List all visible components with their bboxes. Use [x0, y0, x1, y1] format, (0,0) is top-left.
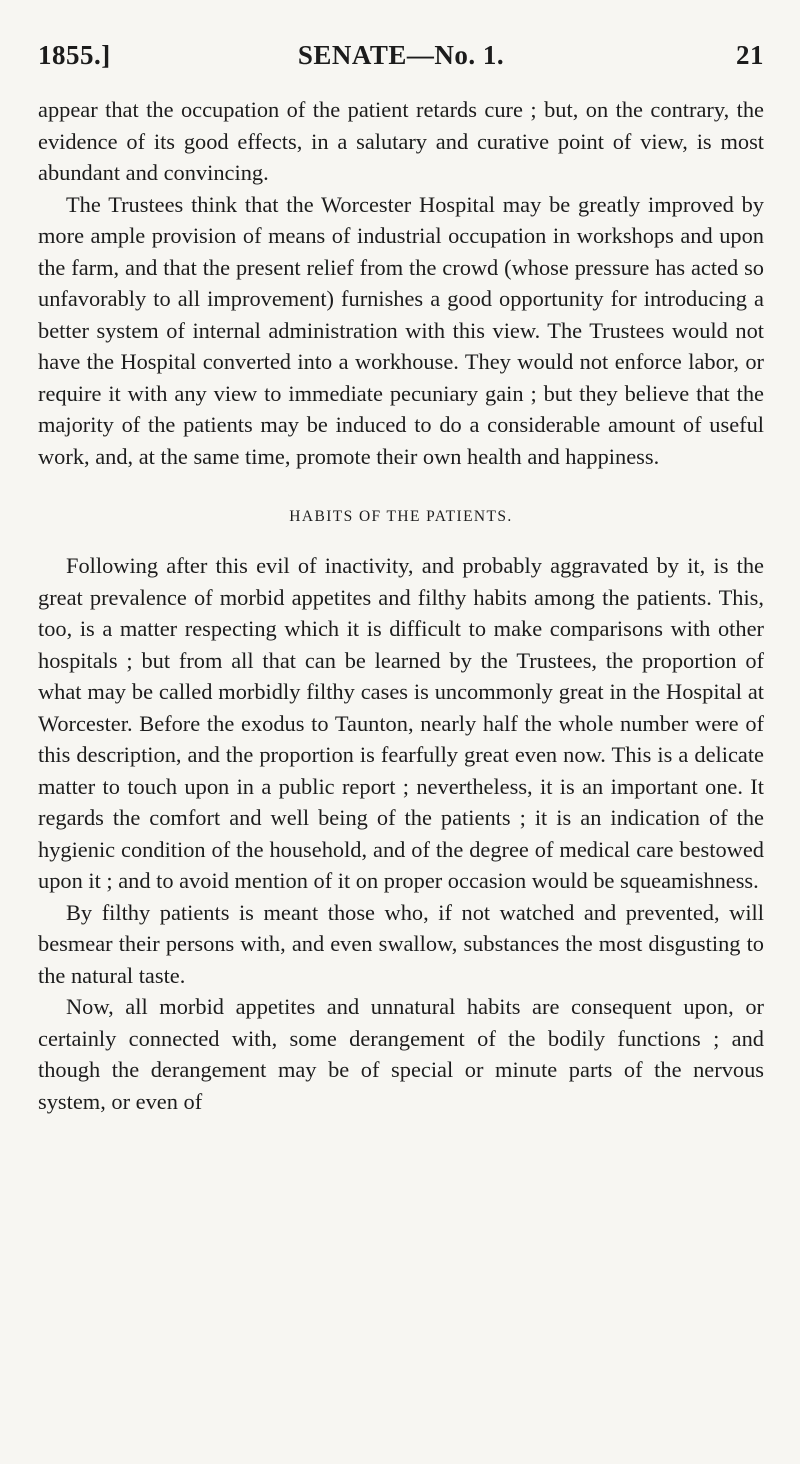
section-heading: HABITS OF THE PATIENTS. — [289, 508, 513, 525]
paragraph-continued: appear that the occupation of the patient retards cure ; but, on the contrary, the evidence of its good effects, in a salutary and curative point of view, is most abundant and convincing. — [38, 97, 764, 185]
running-head — [38, 40, 764, 76]
paragraph-trustees-industrial-occupation: The Trustees think that the Worcester Hospital may be greatly improved by more ample provision of means of industrial occupation in workshops and upon the farm, and that the present relief from the crowd (whose pressure has acted so unfavorably to all improvement) furnishes a good opportunity for introducing a better system of internal administration with this view. The Trustees would not have the Hospital converted into a workhouse. They would not enforce labor, or require it with any view to immediate pecuniary gain ; but they believe that the majority of the patients may be induced to do a considerable amount of useful work, and, at the same time, promote their own health and happiness. — [38, 191, 764, 469]
page-number: 21 — [736, 40, 764, 70]
paragraph-derangement: Now, all morbid appetites and unnatural habits are consequent upon, or certainly connected with, some derangement of the bodily functions ; and though the derangement may be of special or minute parts of the nervous system, or even of — [38, 994, 764, 1114]
body-text — [38, 94, 764, 1117]
running-head-title: SENATE—No. 1. — [297, 40, 505, 70]
paragraph-filthy-patients-definition: By filthy patients is meant those who, if not watched and prevented, will besmear their persons with, and even swallow, substances the most disgusting to the natural taste. — [38, 899, 764, 988]
running-head-year: 1855.] — [38, 40, 111, 70]
paragraph-morbid-appetites: Following after this evil of inactivity, and probably aggravated by it, is the great prevalence of morbid appetites and filthy habits among the patients. This, too, is a matter respecting which it is difficult to make comparisons with other hospitals ; but from all that can be learned by the Trustees, the proportion of what may be called morbidly filthy cases is uncommonly great in the Hospital at Worcester. Before the exodus to Taunton, nearly half the whole number were of this description, and the proportion is fearfully great even now. This is a delicate matter to touch upon in a public report ; nevertheless, it is an important one. It regards the comfort and well being of the patients ; it is an indication of the hygienic condition of the household, and of the degree of medical care bestowed upon it ; and to avoid mention of it on proper occasion would be squeamishness. — [38, 553, 764, 893]
